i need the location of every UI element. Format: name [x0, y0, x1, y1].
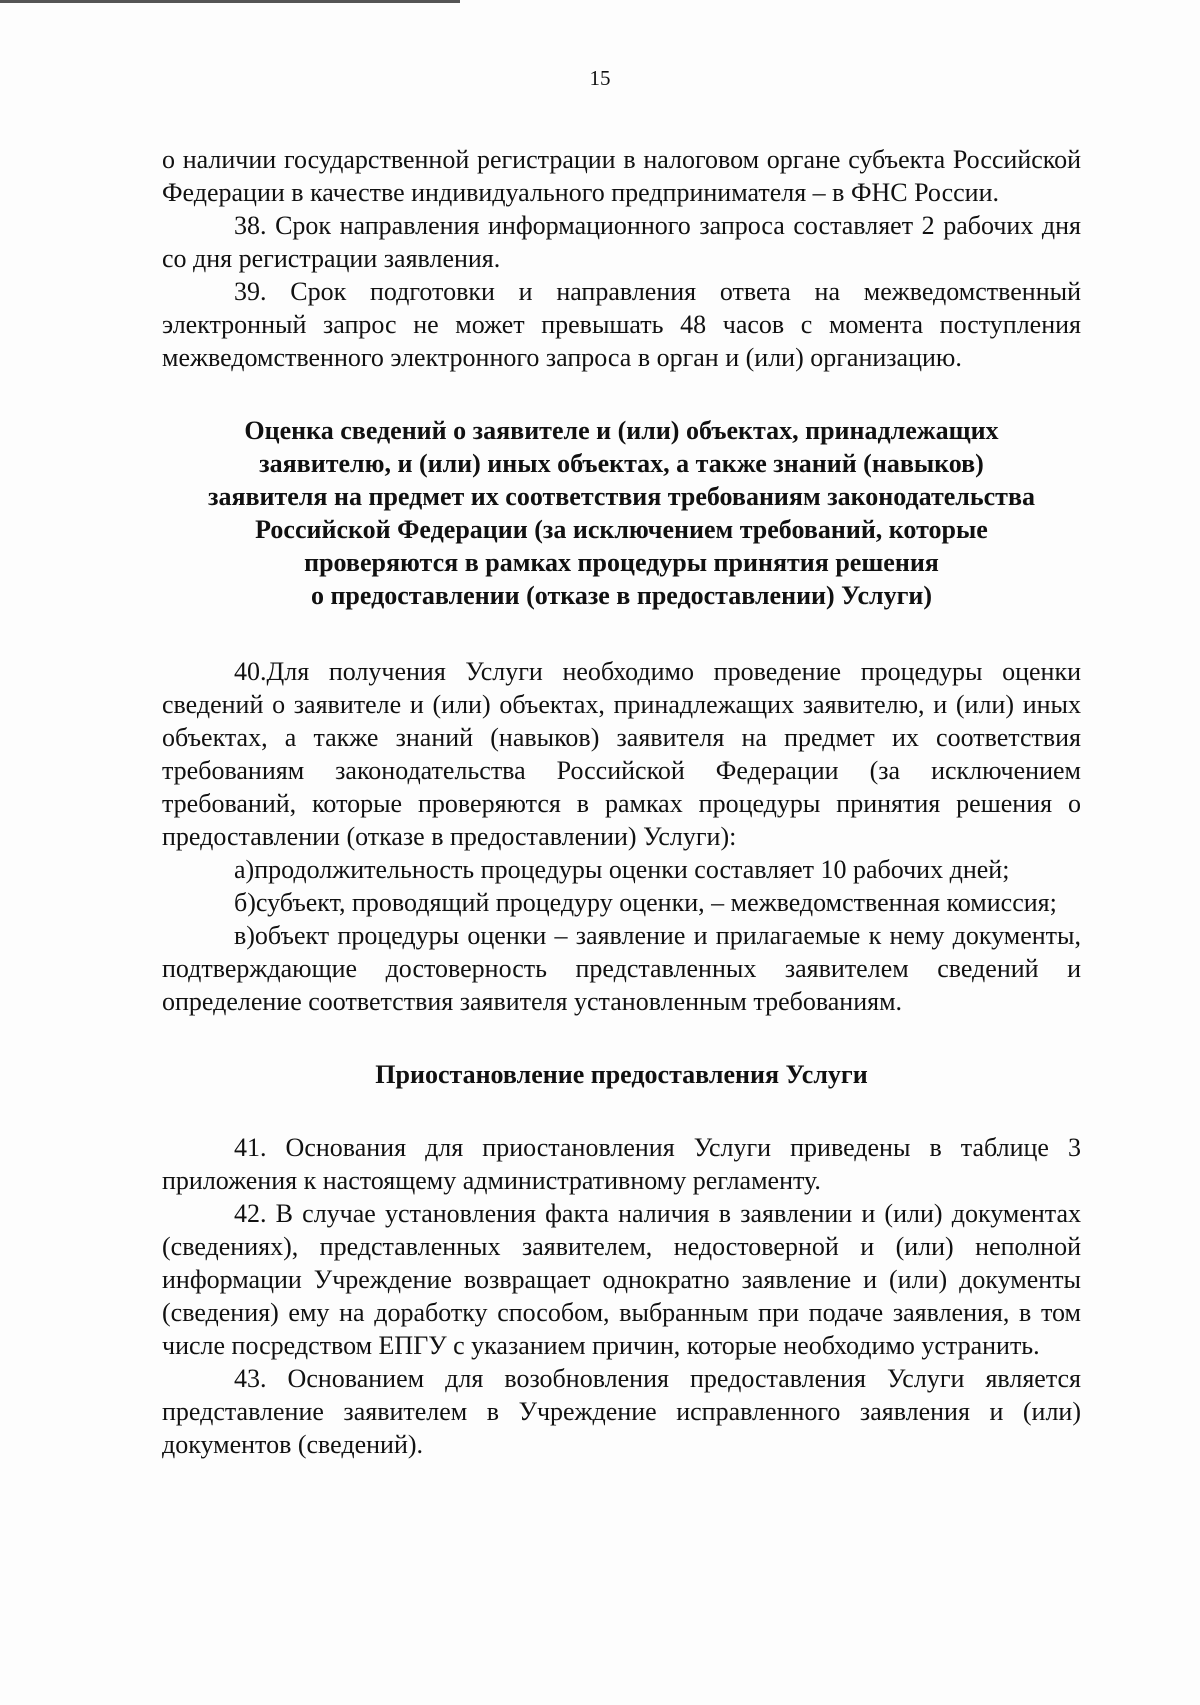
- heading-line: Российской Федерации (за исключением требований, которые: [255, 515, 988, 544]
- heading-suspension: Приостановление предоставления Услуги: [375, 1060, 868, 1089]
- paragraph-41: 41. Основания для приостановления Услуги приведены в таблице 3 приложения к настоящему административному регламенту.: [162, 1133, 1081, 1195]
- paragraph-40v: в)объект процедуры оценки – заявление и прилагаемые к нему документы, подтверждающие достоверность представленных заявителем сведений и определение соответствия заявителя установленным требованиям.: [162, 921, 1081, 1016]
- paragraph-ip-registration: о наличии государственной регистрации в налоговом органе субъекта Российской Федерации в качестве индивидуального предпринимателя – в ФНС России.: [162, 145, 1081, 207]
- heading-line: заявителю, и (или) иных объектах, а также знаний (навыков): [259, 449, 984, 478]
- heading-line: заявителя на предмет их соответствия требованиям законодательства: [208, 482, 1035, 511]
- section-assessment: [162, 655, 1081, 1018]
- paragraph-40a: а)продолжительность процедуры оценки составляет 10 рабочих дней;: [234, 855, 1010, 884]
- heading-line: о предоставлении (отказе в предоставлении) Услуги): [310, 581, 933, 610]
- paragraph-38: 38. Срок направления информационного запроса составляет 2 рабочих дня со дня регистрации заявления.: [162, 211, 1081, 273]
- section-heading-suspension: [162, 1058, 1081, 1091]
- paragraph-43: 43. Основанием для возобновления предоставления Услуги является представление заявителем в Учреждение исправленного заявления и (или) документов (сведений).: [162, 1364, 1081, 1459]
- paragraph-40: 40.Для получения Услуги необходимо проведение процедуры оценки сведений о заявителе и (или) объектах, принадлежащих заявителю, и (или) иных объектах, а также знаний (навыков) заявителя на предмет их соответствия требованиям законодательства Российской Федерации (за исключением требований, которые проверяются в рамках процедуры принятия решения о предоставлении (отказе в предоставлении) Услуги):: [162, 657, 1081, 851]
- section-suspension: [162, 1131, 1081, 1461]
- scan-edge-line: [0, 0, 460, 3]
- heading-line: Оценка сведений о заявителе и (или) объектах, принадлежащих: [244, 416, 999, 445]
- paragraph-42: 42. В случае установления факта наличия в заявлении и (или) документах (сведениях), представленных заявителем, недостоверной и (или) неполной информации Учреждение возвращает однократно заявление и (или) документы (сведения) ему на доработку способом, выбранным при подаче заявления, в том числе посредством ЕПГУ с указанием причин, которые необходимо устранить.: [162, 1199, 1081, 1360]
- document-body: [162, 143, 1081, 1461]
- section-top: [162, 143, 1081, 374]
- section-heading-assessment: [162, 414, 1081, 612]
- page-number: 15: [589, 66, 611, 90]
- heading-line: проверяются в рамках процедуры принятия решения: [304, 548, 939, 577]
- paragraph-40b: б)субъект, проводящий процедуру оценки, – межведомственная комиссия;: [234, 888, 1057, 917]
- paragraph-39: 39. Срок подготовки и направления ответа на межведомственный электронный запрос не может превышать 48 часов с момента поступления межведомственного электронного запроса в орган и (или) организацию.: [162, 277, 1081, 372]
